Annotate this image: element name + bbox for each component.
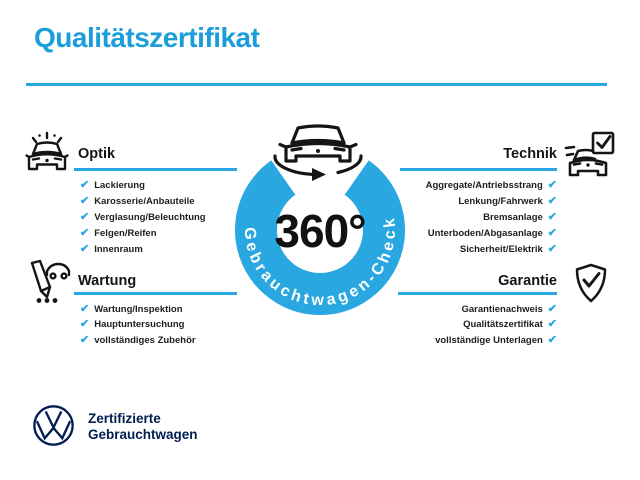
section-title-technik: Technik [503,146,557,162]
brand-text [88,411,198,442]
car-front-shine-icon [25,130,69,178]
checklist-item-label: Lenkung/Fahrwerk [458,195,543,207]
checklist-item-label: Innenraum [94,243,143,255]
check-icon: ✔ [547,194,557,207]
check-icon: ✔ [80,194,90,207]
wartung-underline [74,292,237,295]
checklist-item [357,333,557,348]
optik-underline [74,168,237,171]
check-icon: ✔ [80,178,90,191]
check-icon: ✔ [547,318,557,331]
checklist-item-label: vollständige Unterlagen [435,334,543,346]
checklist-item [80,317,196,332]
shield-check-icon [574,263,608,307]
vw-logo [32,404,75,447]
car-with-checkbox-icon [566,130,614,182]
checklist-item [80,209,206,225]
checklist-item-label: Lackierung [94,179,145,191]
checklist-item-label: Qualitätszertifikat [463,319,543,331]
brand-line1: Zertifizierte [88,411,161,426]
checklist-item [80,193,206,209]
checklist-item [80,333,196,348]
section-title-wartung: Wartung [78,273,137,289]
check-icon: ✔ [547,226,557,239]
check-icon: ✔ [547,303,557,316]
checklist-item-label: Sicherheit/Elektrik [459,243,543,255]
checklist-item-label: Unterboden/Abgasanlage [427,227,543,239]
checklist-item-label: vollständiges Zubehör [94,334,196,346]
section-title-garantie: Garantie [498,273,557,289]
check-icon: ✔ [80,242,90,255]
checklist-item-label: Wartung/Inspektion [94,304,183,316]
section-title-optik: Optik [78,146,116,162]
checklist-item-label: Verglasung/Beleuchtung [94,211,206,223]
pencil-checklist-car-icon [27,259,71,305]
checklist-item-label: Felgen/Reifen [94,227,157,239]
checklist-item-label: Bremsanlage [483,211,543,223]
checklist-item-label: Karosserie/Anbauteile [94,195,195,207]
check-icon: ✔ [547,242,557,255]
emblem-center-label: 360° [274,205,366,257]
brand-line2: Gebrauchtwagen [88,426,198,442]
checklist-item-label: Garantienachweis [461,304,543,316]
check-icon: ✔ [80,210,90,223]
page-title: Qualitätszertifikat [34,22,260,53]
checklist-item-label: Aggregate/Antriebsstrang [425,179,543,191]
check-icon: ✔ [80,318,90,331]
optik-checklist [80,177,206,257]
garantie-underline [398,292,557,295]
check-icon: ✔ [547,178,557,191]
title-divider [26,83,607,86]
wartung-checklist [80,302,196,348]
checklist-item [80,302,196,317]
emblem-360-check [220,110,420,322]
check-icon: ✔ [80,303,90,316]
checklist-item [80,225,206,241]
check-icon: ✔ [80,333,90,346]
technik-underline [400,168,557,171]
emblem-ring-label: Gebrauchtwagen-Check [240,214,400,310]
checklist-item [80,241,206,257]
check-icon: ✔ [547,333,557,346]
check-icon: ✔ [80,226,90,239]
checklist-item [80,177,206,193]
check-icon: ✔ [547,210,557,223]
checklist-item-label: Hauptuntersuchung [94,319,185,331]
